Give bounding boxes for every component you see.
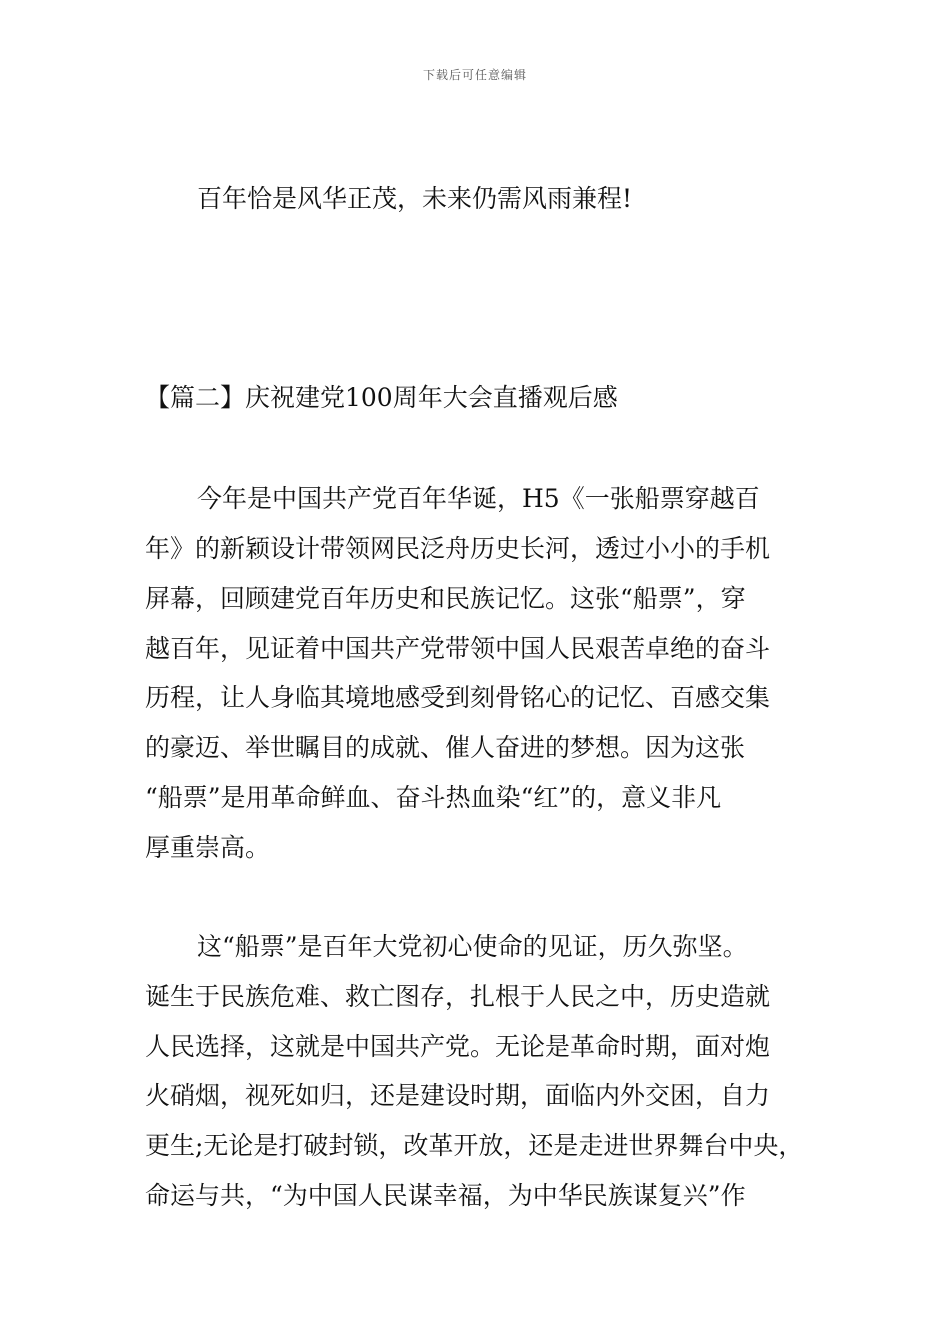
paragraph-line: 越百年，见证着中国共产党带领中国人民艰苦卓绝的奋斗 (145, 634, 771, 663)
paragraph-line: 火硝烟，视死如归，还是建设时期，面临内外交困，自力 (145, 1081, 771, 1110)
paragraph-line: 更生;无论是打破封锁，改革开放，还是走进世界舞台中央， (145, 1131, 804, 1160)
paragraph-line: 人民选择，这就是中国共产党。无论是革命时期，面对炮 (145, 1032, 771, 1061)
paragraph-line: 这“船票”是百年大党初心使命的见证，历久弥坚。 (197, 932, 748, 961)
closing-line: 百年恰是风华正茂，未来仍需风雨兼程! (197, 184, 633, 213)
paragraph-line: 年》的新颖设计带领网民泛舟历史长河，透过小小的手机 (145, 534, 771, 563)
header-watermark: 下载后可任意编辑 (422, 68, 527, 82)
paragraph-line: “船票”是用革命鲜血、奋斗热血染“红”的，意义非凡 (145, 783, 722, 812)
paragraph-line: 屏幕，回顾建党百年历史和民族记忆。这张“船票”，穿 (145, 584, 746, 613)
paragraph-line: 命运与共，“为中国人民谋幸福，为中华民族谋复兴”作 (145, 1181, 746, 1210)
section-title: 【篇二】庆祝建党100周年大会直播观后感 (145, 383, 618, 412)
paragraph-line: 厚重崇高。 (145, 833, 271, 862)
paragraph-line: 诞生于民族危难、救亡图存，扎根于人民之中，历史造就 (145, 982, 771, 1011)
paragraph-line: 的豪迈、举世瞩目的成就、催人奋进的梦想。因为这张 (145, 733, 746, 762)
paragraph-line: 历程，让人身临其境地感受到刻骨铭心的记忆、百感交集 (145, 683, 771, 712)
paragraph-line: 今年是中国共产党百年华诞，H5《一张船票穿越百 (197, 484, 760, 513)
